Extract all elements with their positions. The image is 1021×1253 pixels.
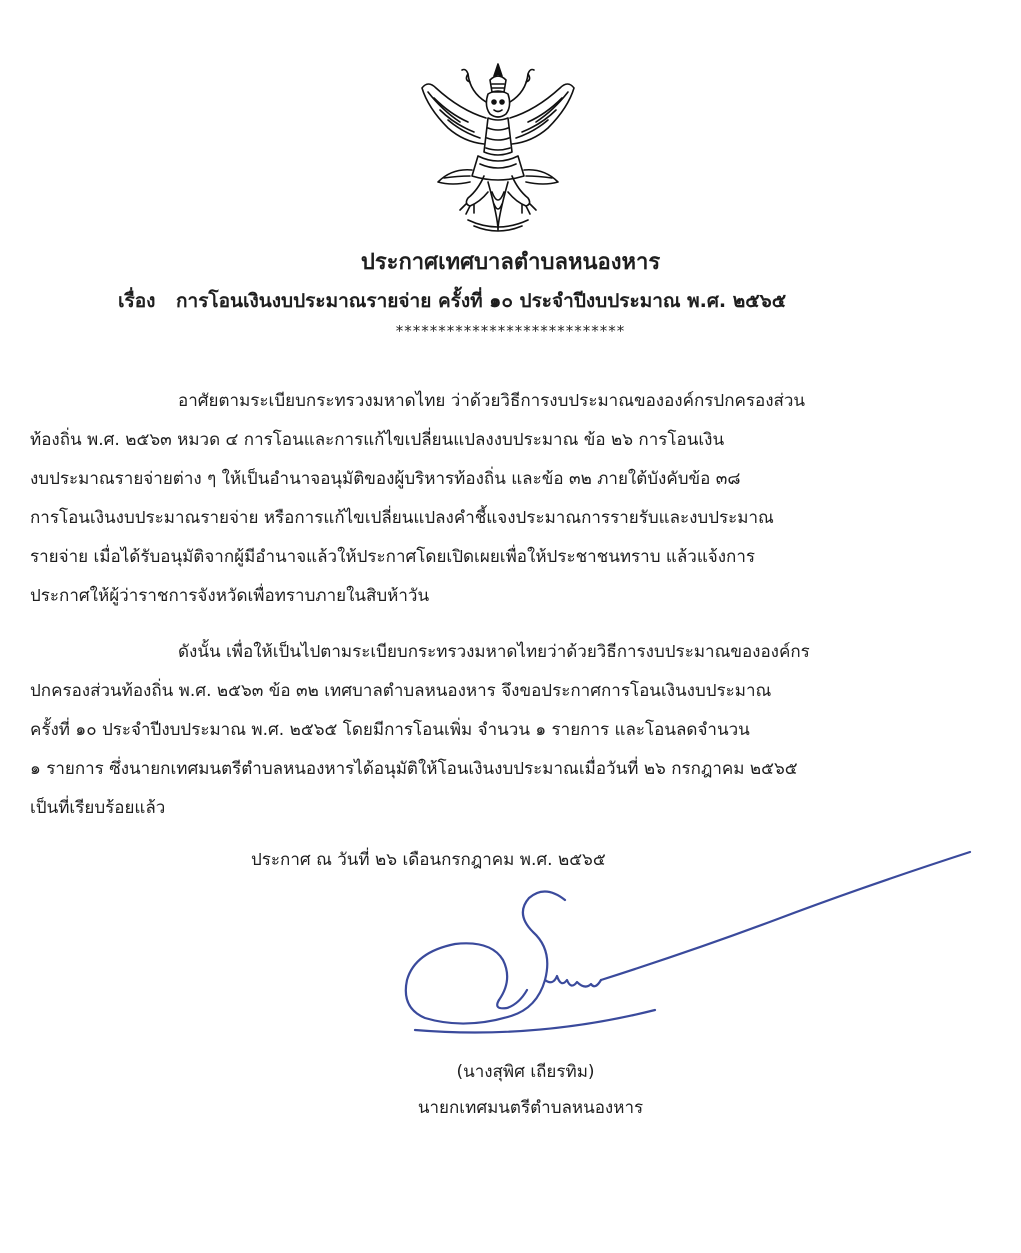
signature-ink: [406, 852, 970, 1033]
signer-title: นายกเทศมนตรีตำบลหนองหาร: [417, 1098, 644, 1118]
handwritten-signature: [395, 840, 975, 1050]
paragraph-line: ครั้งที่ ๑๐ ประจำปีงบประมาณ พ.ศ. ๒๕๖๕ โดยมีการโอนเพิ่ม จำนวน ๑ รายการ และโอนลดจำนวน: [30, 720, 750, 740]
paragraph-line: ปกครองส่วนท้องถิ่น พ.ศ. ๒๕๖๓ ข้อ ๓๒ เทศบาลตำบลหนองหาร จึงขอประกาศการโอนเงินงบประมาณ: [30, 681, 772, 701]
header-separator: ***************************: [395, 322, 626, 340]
paragraph-2: [30, 633, 980, 828]
paragraph-line: ดังนั้น เพื่อให้เป็นไปตามระเบียบกระทรวงมหาดไทยว่าด้วยวิธีการงบประมาณขององค์กร: [178, 642, 810, 662]
paragraph-line: ๑ รายการ ซึ่งนายกเทศมนตรีตำบลหนองหารได้อนุมัติให้โอนเงินงบประมาณเมื่อวันที่ ๒๖ กรกฎาคม ๒๕๖๕: [30, 759, 798, 779]
paragraph-1: [30, 382, 980, 616]
paragraph-line: เป็นที่เรียบร้อยแล้ว: [30, 798, 166, 818]
paragraph-line: อาศัยตามระเบียบกระทรวงมหาดไทย ว่าด้วยวิธีการงบประมาณขององค์กรปกครองส่วน: [178, 391, 806, 411]
announcement-date: ประกาศ ณ วันที่ ๒๖ เดือนกรกฎาคม พ.ศ. ๒๕๖๕: [251, 850, 606, 870]
announcement-title: ประกาศเทศบาลตำบลหนองหาร: [360, 250, 661, 275]
garuda-emblem-icon: [408, 58, 588, 238]
paragraph-line: งบประมาณรายจ่ายต่าง ๆ ให้เป็นอำนาจอนุมัติของผู้บริหารท้องถิ่น และข้อ ๓๒ ภายใต้บังคับข้อ ๓๘: [30, 469, 741, 489]
subject-text: การโอนเงินงบประมาณรายจ่าย ครั้งที่ ๑๐ ประจำปีงบประมาณ พ.ศ. ๒๕๖๕: [176, 290, 787, 312]
subject-label: เรื่อง: [118, 290, 156, 312]
paragraph-line: รายจ่าย เมื่อได้รับอนุมัติจากผู้มีอำนาจแล้วให้ประกาศโดยเปิดเผยเพื่อให้ประชาชนทราบ แล้วแจ้งการ: [30, 547, 756, 567]
subject-line: [118, 286, 978, 316]
paragraph-line: การโอนเงินงบประมาณรายจ่าย หรือการแก้ไขเปลี่ยนแปลงคำชี้แจงประมาณการรายรับและงบประมาณ: [30, 508, 774, 528]
paragraph-line: ประกาศให้ผู้ว่าราชการจังหวัดเพื่อทราบภายในสิบห้าวัน: [30, 586, 430, 606]
paragraph-line: ท้องถิ่น พ.ศ. ๒๕๖๓ หมวด ๔ การโอนและการแก้ไขเปลี่ยนแปลงงบประมาณ ข้อ ๒๖ การโอนเงิน: [30, 430, 725, 450]
signer-name: (นางสุพิศ เถียรทิม): [456, 1062, 595, 1082]
